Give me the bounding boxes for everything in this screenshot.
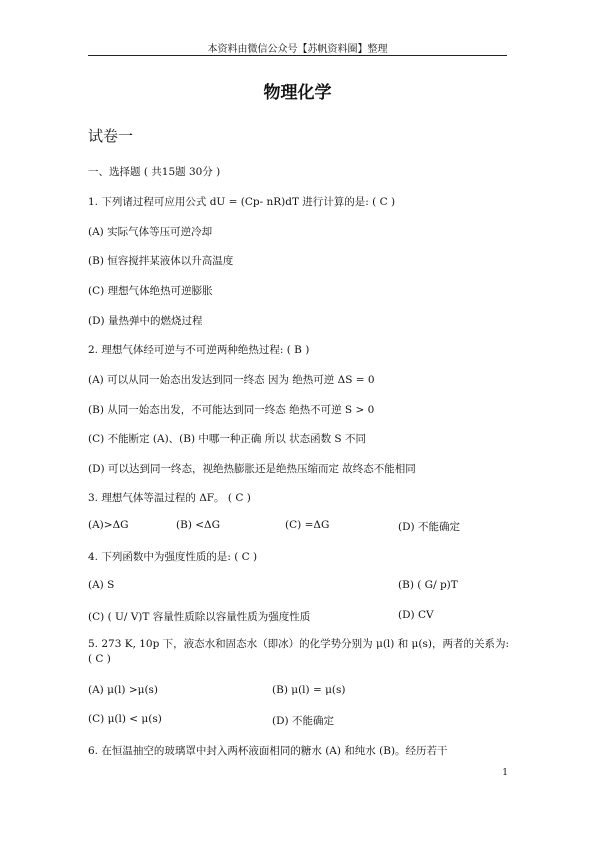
header-rule	[88, 55, 507, 56]
question-2-option-b: (B) 从同一始态出发，不可能达到同一终态 绝热不可逆 S > 0	[88, 404, 375, 416]
question-4-option-b: (B) ( G/ p)T	[398, 579, 458, 591]
question-3-option-a: (A)>ΔG	[88, 519, 129, 531]
page-header: 本资料由微信公众号【苏帆资料圈】整理	[207, 44, 388, 55]
page-number: 1	[502, 768, 508, 778]
question-5-option-a: (A) μ(l) >μ(s)	[88, 684, 159, 696]
question-6-stem: 6. 在恒温抽空的玻璃罩中封入两杯液面相同的糖水 (A) 和纯水 (B)。经历若干	[88, 745, 448, 757]
question-5-stem: 5. 273 K, 10p 下，液态水和固态水（即冰）的化学势分别为 μ(l) 和 μ(s)，两者的关系为: ( C )	[88, 638, 510, 665]
question-2-option-c: (C) 不能断定 (A)、(B) 中哪一种正确 所以 状态函数 S 不同	[88, 433, 366, 445]
question-1-option-d: (D) 量热弹中的燃烧过程	[88, 315, 203, 327]
question-4-option-d: (D) CV	[398, 609, 434, 621]
document-title: 物理化学	[263, 83, 332, 103]
section-heading: 试卷一	[88, 127, 134, 145]
question-2-stem: 2. 理想气体经可逆与不可逆两种绝热过程: ( B )	[88, 344, 310, 356]
question-3-option-b: (B) <ΔG	[176, 519, 221, 531]
question-4-option-a: (A) S	[88, 579, 115, 591]
question-2-option-d: (D) 可以达到同一终态，视绝热膨胀还是绝热压缩而定 故终态不能相同	[88, 463, 416, 475]
question-4-option-c: (C) ( U/ V)T 容量性质除以容量性质为强度性质	[88, 611, 311, 623]
question-2-option-a: (A) 可以从同一始态出发达到同一终态 因为 绝热可逆 ΔS = 0	[88, 374, 375, 386]
part-heading: 一、选择题 ( 共15题 30分 )	[88, 166, 221, 178]
question-1-stem: 1. 下列诸过程可应用公式 dU = (Cp- nR)dT 进行计算的是: ( C )	[88, 196, 396, 208]
question-5-option-b: (B) μ(l) = μ(s)	[272, 684, 346, 696]
question-4-stem: 4. 下列函数中为强度性质的是: ( C )	[88, 551, 258, 563]
question-1-option-c: (C) 理想气体绝热可逆膨胀	[88, 285, 213, 297]
question-5-option-c: (C) μ(l) < μ(s)	[88, 713, 162, 725]
question-1-option-b: (B) 恒容搅拌某液体以升高温度	[88, 255, 234, 267]
question-3-option-c: (C) =ΔG	[285, 519, 330, 531]
question-3-option-d: (D) 不能确定	[398, 521, 460, 533]
question-3-stem: 3. 理想气体等温过程的 ΔF。 ( C )	[88, 492, 251, 504]
question-5-option-d: (D) 不能确定	[272, 715, 334, 727]
question-1-option-a: (A) 实际气体等压可逆冷却	[88, 226, 213, 238]
